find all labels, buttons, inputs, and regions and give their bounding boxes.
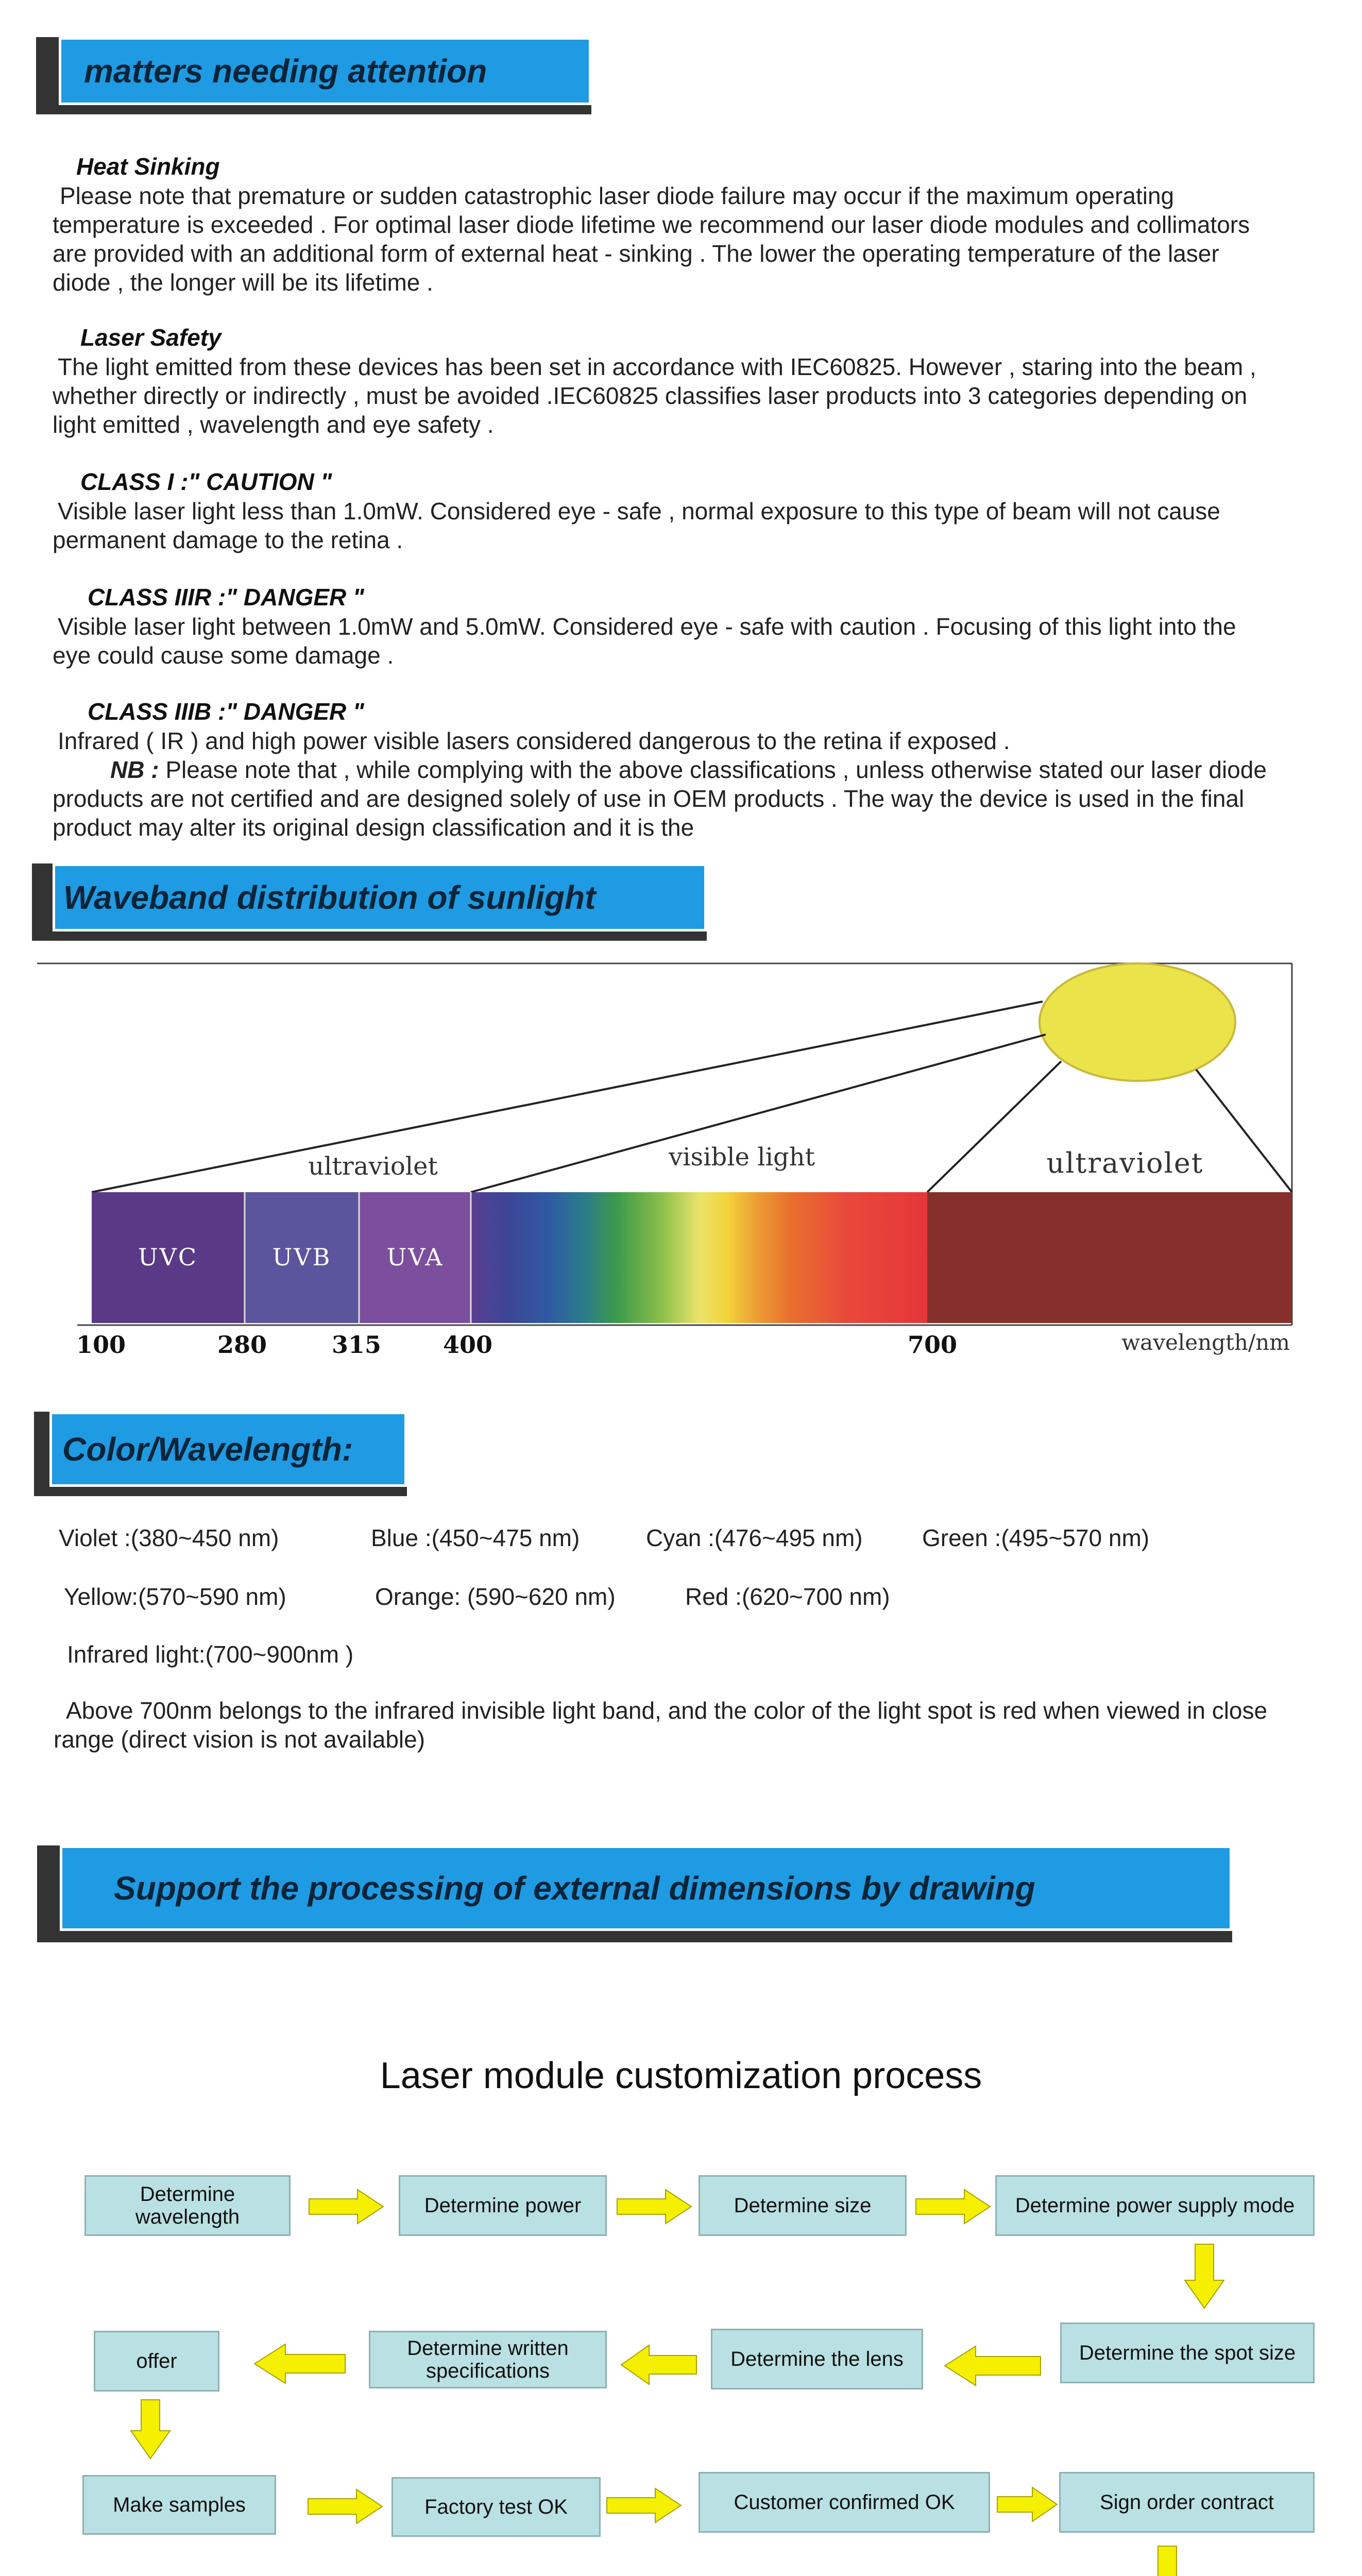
process-title: Laser module customization process [380,2055,982,2096]
class3b-body: Infrared ( IR ) and high power visible lasers considered dangerous to the retina if exposed . [58,727,1010,754]
process-banner [37,1845,1232,1942]
uv-left-label: ultraviolet [308,1152,438,1181]
heat-sinking-body: Please note that premature or sudden catastrophic laser diode failure may occur if the maximum operating temperature is exceeded . For optimal laser diode lifetime we recommend our laser diode modules and collimators are provided with an additional form of external heat - sinking . The lower the operating temperature of the laser diode , the longer will be its lifetime . [53,182,1250,296]
uv-right-label: ultraviolet [1046,1147,1204,1179]
step-determine-size: Determine size [699,2175,907,2236]
band-uva-label: UVA [386,1243,444,1271]
step-customer-confirmed: Customer confirmed OK [699,2472,990,2533]
sun-ray-right [1196,1070,1292,1192]
class1-body: Visible laser light less than 1.0mW. Considered eye - safe , normal exposure to this type of beam will not cause permanent damage to the retina . [53,498,1220,553]
step-make-samples: Make samples [82,2475,276,2535]
tick-400: 400 [442,1331,493,1359]
color-wavelength-banner [34,1412,407,1496]
class3r-title: CLASS IIIR :" DANGER " [88,584,364,611]
attention-title: matters needing attention [84,53,487,90]
step-determine-power: Determine power [399,2175,607,2236]
band-infrared [927,1192,1292,1323]
band-uvb-label: UVB [272,1243,332,1271]
attention-banner [36,37,591,114]
arrow-10 [606,2487,683,2523]
sunlight-spectrum-diagram [0,958,1362,1370]
process-banner-title: Support the processing of external dimensions by drawing [114,1870,1035,1907]
tick-700: 700 [907,1331,958,1359]
visible-light-label: visible light [669,1143,815,1172]
red-range: Red :(620~700 nm) [685,1583,890,1610]
step-sign-order-contract: Sign order contract [1059,2472,1315,2533]
nb-paragraph [53,755,1279,842]
sun-shape [1040,963,1235,1081]
arrow-11 [996,2486,1058,2522]
arrow-3 [915,2189,992,2225]
step-determine-written-specs: Determine written specifications [369,2331,607,2388]
infrared-note: Above 700nm belongs to the infrared invisible light band, and the color of the light spot is red when viewed in close range (direct vision is not available) [54,1697,1268,1753]
axis-label: wavelength/nm [1121,1330,1290,1355]
arrow-5-left [944,2345,1042,2386]
tick-315: 315 [331,1331,382,1359]
class3r-body: Visible laser light between 1.0mW and 5.0mW. Considered eye - safe with caution . Focusing of this light into the eye could cause some damage . [53,613,1236,669]
arrow-8-down [130,2399,171,2460]
arrow-4-down [1184,2243,1225,2309]
step-determine-power-supply-mode: Determine power supply mode [995,2175,1315,2236]
band-uvc-label: UVC [138,1243,198,1271]
cyan-range: Cyan :(476~495 nm) [646,1524,863,1551]
color-wavelength-title: Color/Wavelength: [62,1431,353,1468]
yellow-range: Yellow:(570~590 nm) [64,1583,286,1610]
arrow-1 [308,2189,385,2225]
sun-ray-left [92,1002,1043,1192]
infrared-range: Infrared light:(700~900nm ) [67,1641,354,1668]
arrow-7-left [253,2343,346,2384]
step-determine-lens: Determine the lens [711,2329,923,2389]
arrow-9 [307,2488,384,2524]
tick-280: 280 [217,1331,267,1359]
green-range: Green :(495~570 nm) [922,1524,1150,1551]
class3b-title: CLASS IIIB :" DANGER " [88,698,364,725]
nb-body: Please note that , while complying with the above classifications , unless otherwise stated our laser diode products are not certified and are designed solely of use in OEM products . The way the device is used in the final product may alter its original design classification and it is the [53,756,1267,841]
arrow-6-left [620,2344,697,2385]
orange-range: Orange: (590~620 nm) [375,1583,616,1610]
arrow-2 [616,2189,693,2225]
blue-range: Blue :(450~475 nm) [371,1524,580,1551]
laser-safety-body: The light emitted from these devices has been set in accordance with IEC60825. However , staring into the beam , whether directly or indirectly , must be avoided .IEC60825 classifies laser products into 3 categories depending on light emitted , wavelength and eye safety . [53,353,1256,438]
step-determine-spot-size: Determine the spot size [1060,2323,1315,2383]
class1-title: CLASS I :" CAUTION " [80,468,332,495]
tick-100: 100 [76,1331,126,1359]
arrow-12-down [1147,2545,1188,2576]
nb-label: NB : [110,756,159,783]
laser-safety-title: Laser Safety [80,324,222,351]
sun-ray-ir-left [927,1061,1061,1192]
step-offer: offer [94,2331,219,2392]
step-determine-wavelength: Determine wavelength [84,2175,291,2236]
sunlight-title: Waveband distribution of sunlight [63,879,596,916]
sunlight-banner [32,863,707,941]
band-visible [471,1192,927,1323]
step-factory-test: Factory test OK [391,2477,601,2537]
heat-sinking-title: Heat Sinking [76,153,220,180]
violet-range: Violet :(380~450 nm) [59,1524,279,1551]
